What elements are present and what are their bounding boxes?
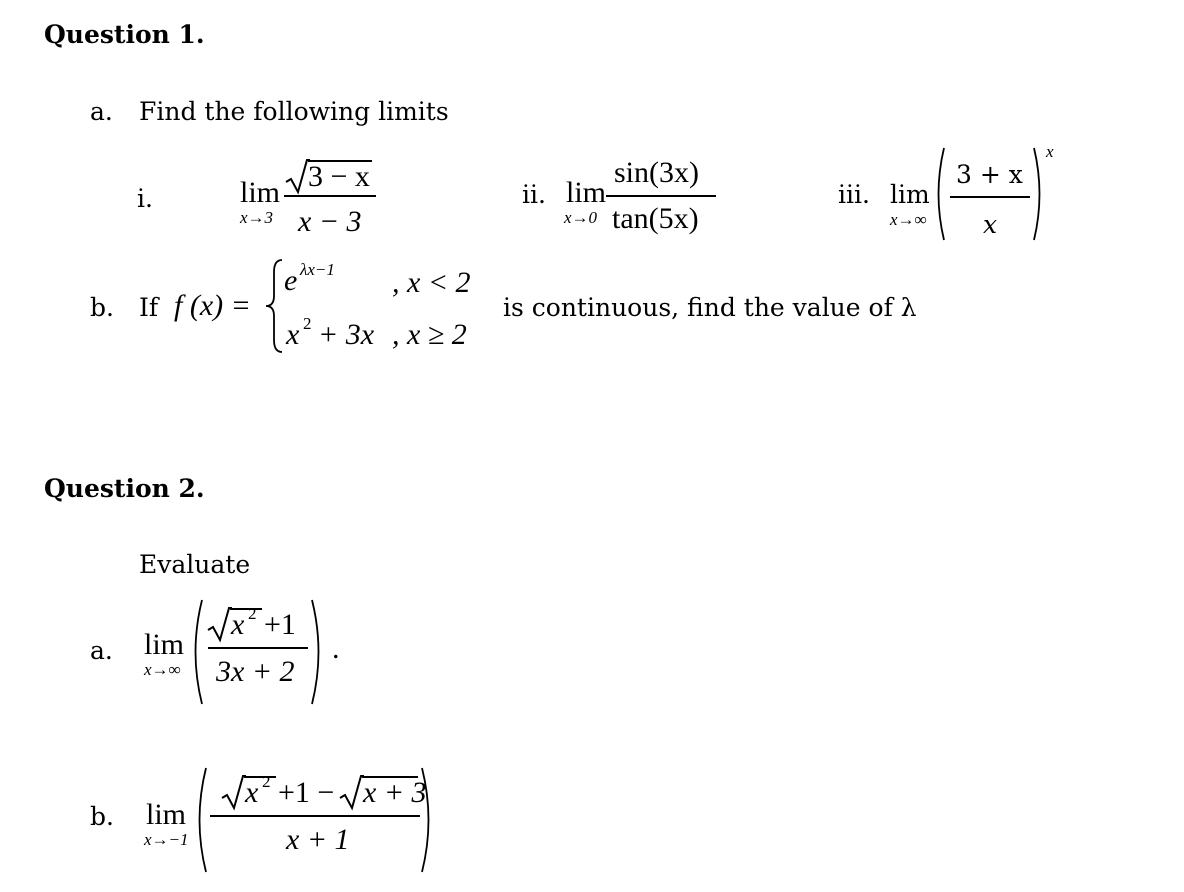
q2b-numerator-x: x bbox=[245, 776, 259, 809]
q2b-lim-sub: x→−1 bbox=[144, 830, 189, 849]
q1b-case2-base: x bbox=[286, 318, 300, 351]
question-1-heading: Question 1. bbox=[44, 20, 205, 49]
q1b-if: If bbox=[139, 293, 159, 322]
q2a-right-paren bbox=[310, 598, 326, 706]
q1a-ii-lim-sub: x→0 bbox=[564, 208, 598, 227]
question-2-heading: Question 2. bbox=[44, 474, 205, 503]
q1a-i-fraction-bar bbox=[284, 195, 376, 197]
q1b-case1-condition: , x < 2 bbox=[392, 266, 471, 299]
q1a-iii-exponent: x bbox=[1046, 142, 1054, 161]
q2a-denominator: 3x + 2 bbox=[216, 655, 295, 688]
q1a-i-denominator: x − 3 bbox=[298, 205, 362, 238]
q1a-iii-label: iii. bbox=[838, 180, 870, 209]
q1b-instruction: is continuous, find the value of λ bbox=[503, 293, 917, 322]
q1a-ii-label: ii. bbox=[522, 180, 546, 209]
q1b-label: b. bbox=[90, 293, 114, 322]
q1a-instruction: Find the following limits bbox=[139, 97, 449, 126]
q2b-numerator-mid: +1 − bbox=[278, 776, 335, 809]
q2b-left-paren bbox=[192, 766, 208, 874]
q2b-radical-sign-1 bbox=[222, 774, 246, 810]
q2a-radical-sign bbox=[208, 606, 232, 642]
q2a-lim: lim bbox=[144, 628, 185, 661]
q2a-numerator-x: x bbox=[231, 608, 245, 641]
q2a-label: a. bbox=[90, 636, 113, 665]
q2b-fraction-bar bbox=[210, 815, 420, 817]
q1a-ii-numerator: sin(3x) bbox=[614, 156, 699, 189]
q2a-period: . bbox=[332, 632, 340, 665]
q1b-function-name: f (x) = bbox=[174, 289, 251, 322]
q2-instruction: Evaluate bbox=[139, 550, 251, 579]
q1b-left-brace bbox=[264, 258, 284, 354]
q1a-ii-denominator: tan(5x) bbox=[612, 202, 699, 235]
q2b-right-paren bbox=[420, 766, 436, 874]
q2b-denominator: x + 1 bbox=[286, 823, 350, 856]
q2b-lim: lim bbox=[146, 798, 187, 831]
q2a-numerator-square: 2 bbox=[248, 604, 257, 623]
q1b-case2-condition: , x ≥ 2 bbox=[392, 318, 467, 351]
q1b-case2-rest: + 3x bbox=[318, 318, 375, 351]
q1b-case2-square: 2 bbox=[303, 314, 312, 333]
q1a-i-label: i. bbox=[137, 184, 153, 213]
q1a-ii-lim: lim bbox=[566, 176, 607, 209]
q2b-numerator-radicand-2: x + 3 bbox=[363, 776, 427, 809]
q1a-i-numerator: 3 − x bbox=[308, 160, 370, 193]
q2b-numerator-square: 2 bbox=[262, 772, 271, 791]
q1a-i-radical-sign bbox=[286, 158, 310, 194]
q1a-i-lim-sub: x→3 bbox=[240, 208, 274, 227]
q1a-iii-right-paren bbox=[1032, 146, 1046, 242]
q2b-radical-sign-2 bbox=[340, 774, 364, 810]
q1a-i-lim: lim bbox=[240, 176, 281, 209]
q1a-iii-denominator: x bbox=[983, 210, 998, 239]
q2a-fraction-bar bbox=[208, 647, 308, 649]
q2a-numerator-rest: +1 bbox=[264, 608, 296, 641]
q1b-case1-base: e bbox=[284, 264, 298, 297]
q1a-iii-left-paren bbox=[932, 146, 946, 242]
q1a-iii-numerator: 3 + x bbox=[956, 160, 1023, 189]
q1b-case1-exponent: λx−1 bbox=[300, 260, 335, 279]
q2a-left-paren bbox=[188, 598, 204, 706]
q1a-iii-lim: lim bbox=[890, 180, 930, 209]
q1a-label: a. bbox=[90, 97, 113, 126]
q2a-lim-sub: x→∞ bbox=[144, 660, 181, 679]
q1a-iii-lim-sub: x→∞ bbox=[890, 210, 927, 229]
q1a-ii-fraction-bar bbox=[606, 195, 716, 197]
q2b-label: b. bbox=[90, 802, 114, 831]
q1a-iii-fraction-bar bbox=[950, 196, 1030, 198]
